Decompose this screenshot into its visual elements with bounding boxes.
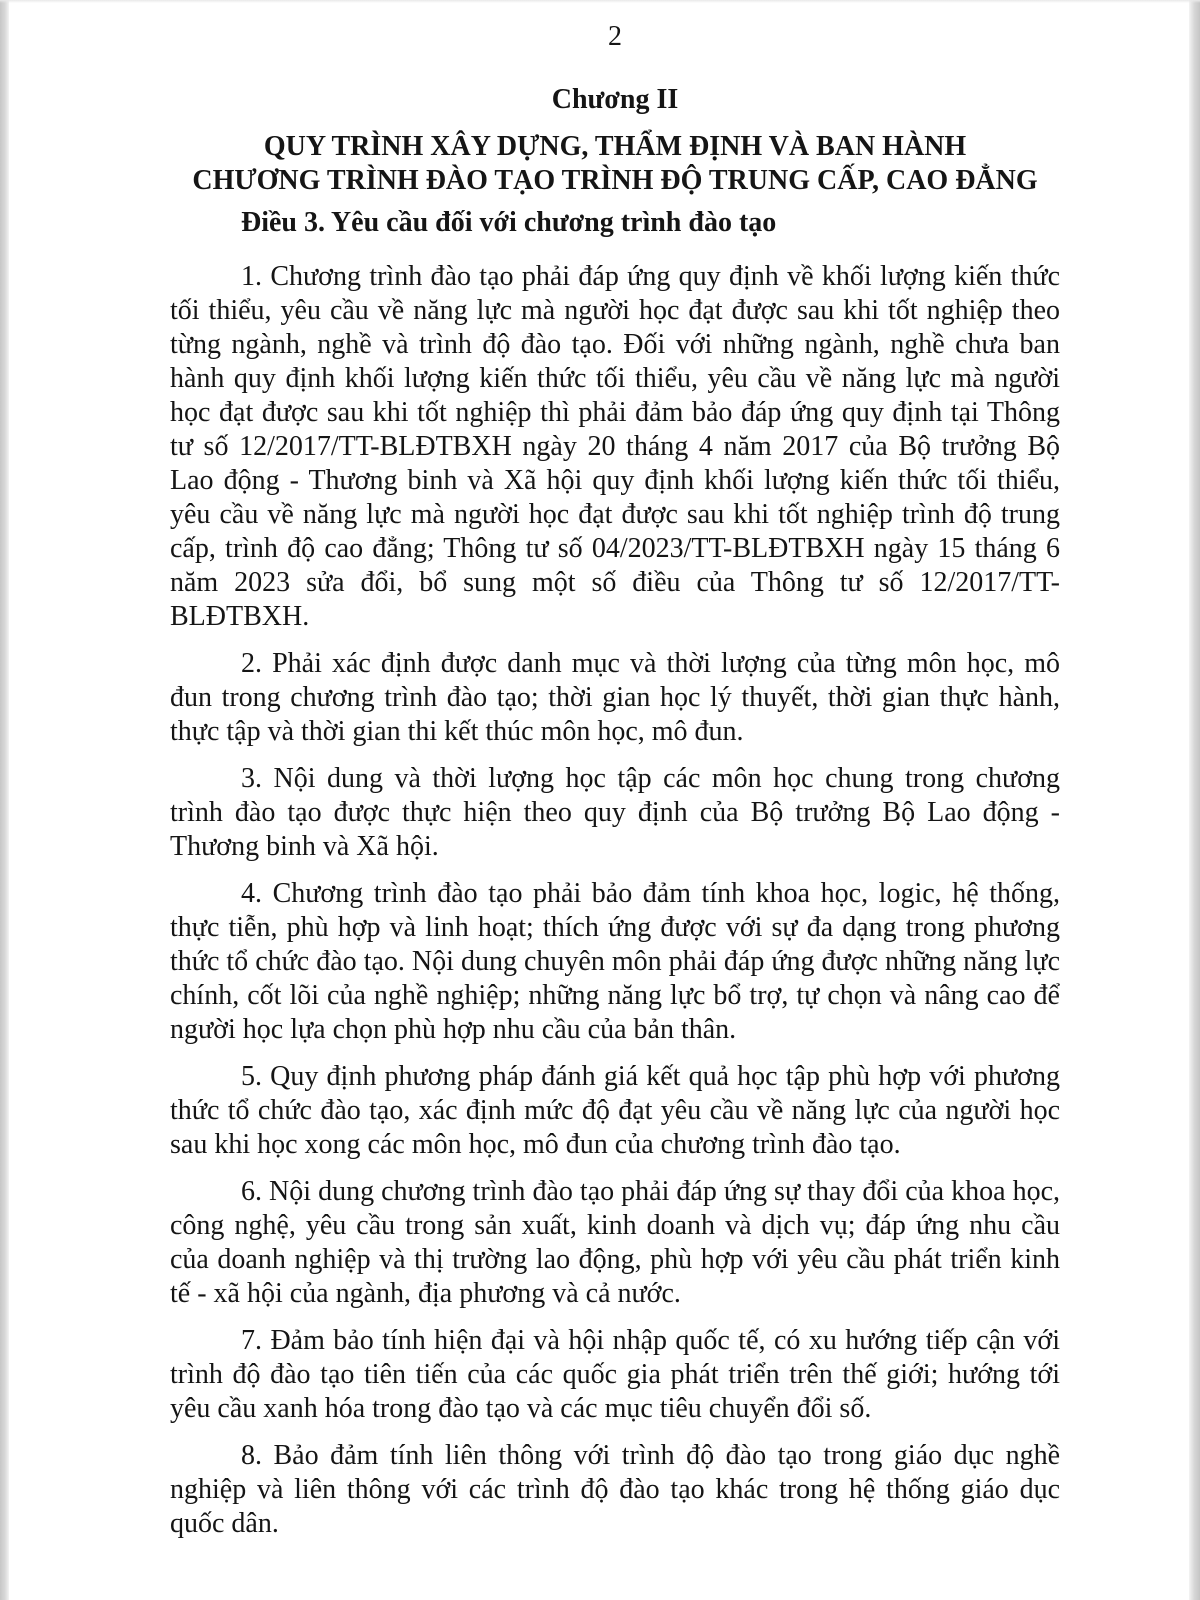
paragraph-4: 4. Chương trình đào tạo phải bảo đảm tính khoa học, logic, hệ thống, thực tiễn, phù hợp và linh hoạt; thích ứng được với sự đa dạng trong phương thức tổ chức đào tạo. Nội dung chuyên môn phải đáp ứng được những năng lực chính, cốt lõi của nghề nghiệp; những năng lực bổ trợ, tự chọn và nâng cao để người học lựa chọn phù hợp nhu cầu của bản thân. (170, 878, 1060, 1045)
paragraph-2: 2. Phải xác định được danh mục và thời lượng của từng môn học, mô đun trong chương trình đào tạo; thời gian học lý thuyết, thời gian thực hành, thực tập và thời gian thi kết thúc môn học, mô đun. (170, 648, 1060, 747)
paragraph-7: 7. Đảm bảo tính hiện đại và hội nhập quốc tế, có xu hướng tiếp cận với trình độ đào tạo tiên tiến của các quốc gia phát triển trên thế giới; hướng tới yêu cầu xanh hóa trong đào tạo và các mục tiêu chuyển đổi số. (170, 1325, 1060, 1424)
paragraph-1: 1. Chương trình đào tạo phải đáp ứng quy định về khối lượng kiến thức tối thiểu, yêu cầu về năng lực mà người học đạt được sau khi tốt nghiệp theo từng ngành, nghề và trình độ đào tạo. Đối với những ngành, nghề chưa ban hành quy định khối lượng kiến thức tối thiểu, yêu cầu về năng lực mà người học đạt được sau khi tốt nghiệp thì phải đảm bảo đáp ứng quy định tại Thông tư số 12/2017/TT-BLĐTBXH ngày 20 tháng 4 năm 2017 của Bộ trưởng Bộ Lao động - Thương binh và Xã hội quy định khối lượng kiến thức tối thiểu, yêu cầu về năng lực mà người học đạt được sau khi tốt nghiệp trình độ trung cấp, trình độ cao đẳng; Thông tư số 04/2023/TT-BLĐTBXH ngày 15 tháng 6 năm 2023 sửa đổi, bổ sung một số điều của Thông tư số 12/2017/TT-BLĐTBXH. (170, 261, 1060, 632)
chapter-title-line-1: QUY TRÌNH XÂY DỰNG, THẨM ĐỊNH VÀ BAN HÀNH (263, 131, 967, 162)
chapter-label: Chương II (551, 84, 679, 115)
paragraph-6: 6. Nội dung chương trình đào tạo phải đáp ứng sự thay đổi của khoa học, công nghệ, yêu cầu trong sản xuất, kinh doanh và dịch vụ; đáp ứng nhu cầu của doanh nghiệp và thị trường lao động, phù hợp với yêu cầu phát triển kinh tế - xã hội của ngành, địa phương và cả nước. (170, 1176, 1060, 1309)
page-number: 2 (608, 21, 622, 52)
paragraph-8: 8. Bảo đảm tính liên thông với trình độ đào tạo trong giáo dục nghề nghiệp và liên thông với các trình độ đào tạo khác trong hệ thống giáo dục quốc dân. (170, 1440, 1060, 1539)
chapter-title-line-2: CHƯƠNG TRÌNH ĐÀO TẠO TRÌNH ĐỘ TRUNG CẤP, CAO ĐẲNG (192, 165, 1038, 196)
chapter-title (170, 130, 1060, 198)
article-heading: Điều 3. Yêu cầu đối với chương trình đào tạo (241, 207, 777, 238)
paragraph-5: 5. Quy định phương pháp đánh giá kết quả học tập phù hợp với phương thức tổ chức đào tạo, xác định mức độ đạt yêu cầu về năng lực của người học sau khi học xong các môn học, mô đun của chương trình đào tạo. (170, 1061, 1060, 1160)
paragraph-3: 3. Nội dung và thời lượng học tập các môn học chung trong chương trình đào tạo được thực hiện theo quy định của Bộ trưởng Bộ Lao động - Thương binh và Xã hội. (170, 763, 1060, 862)
